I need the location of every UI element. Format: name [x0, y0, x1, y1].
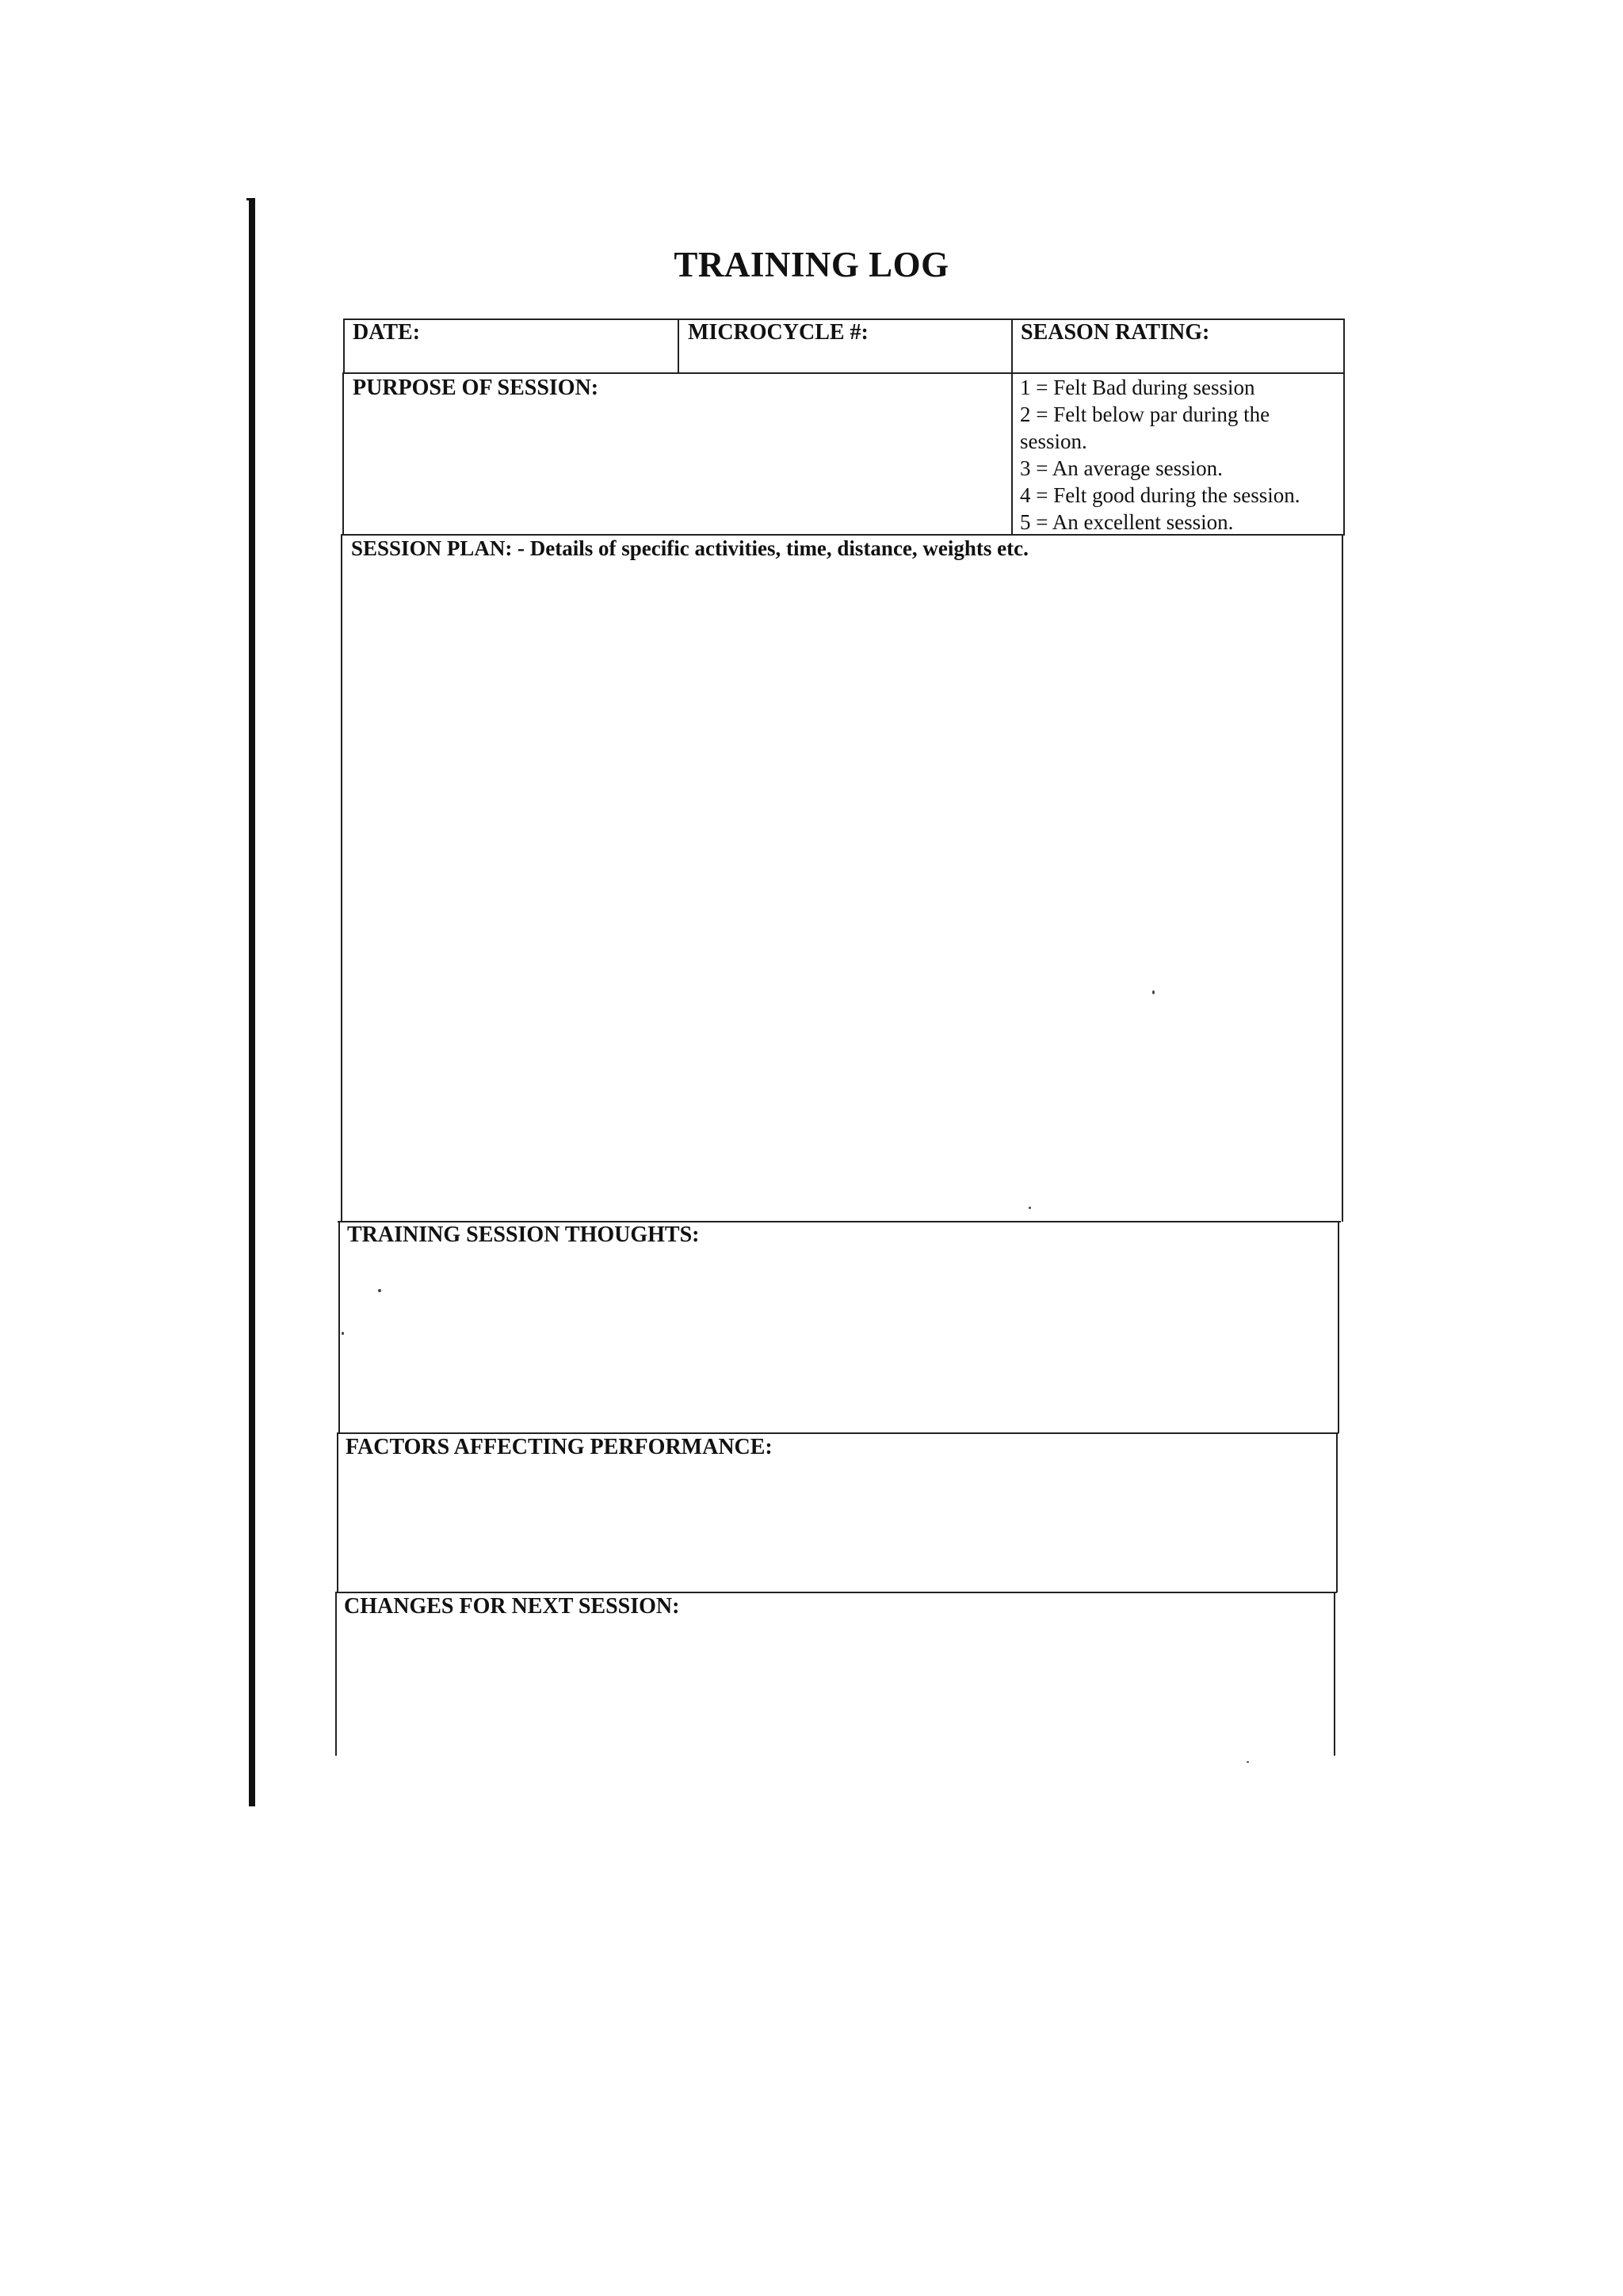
scan-speck: [378, 1289, 381, 1292]
grid-line: [342, 372, 344, 534]
rating-scale-line: session.: [1020, 429, 1087, 453]
thoughts-label: TRAINING SESSION THOUGHTS:: [347, 1222, 700, 1247]
grid-line: [1342, 534, 1343, 1222]
grid-line: [341, 534, 342, 1222]
grid-line: [337, 1432, 338, 1592]
scan-speck: [342, 1332, 344, 1335]
grid-line: [1334, 1592, 1335, 1756]
grid-line: [1336, 1432, 1338, 1592]
grid-line: [335, 1592, 1337, 1593]
scan-speck: [1152, 990, 1155, 994]
changes-label: CHANGES FOR NEXT SESSION:: [344, 1594, 680, 1619]
factors-label: FACTORS AFFECTING PERFORMANCE:: [346, 1435, 773, 1459]
grid-line: [1338, 1221, 1339, 1433]
microcycle-label: MICROCYCLE #:: [688, 320, 869, 345]
rating-scale-line: 1 = Felt Bad during session: [1020, 376, 1255, 399]
page-title: TRAINING LOG: [674, 245, 949, 284]
season-rating-label: SEASON RATING:: [1021, 320, 1210, 345]
grid-line: [1011, 318, 1013, 534]
session-plan-label: SESSION PLAN: - Details of specific activities, time, distance, weights etc.: [351, 536, 1029, 560]
margin-bar: [249, 198, 255, 1806]
date-label: DATE:: [353, 320, 421, 345]
grid-line: [338, 1221, 340, 1433]
grid-line: [678, 318, 679, 372]
grid-line: [343, 318, 345, 372]
rating-scale-line: 2 = Felt below par during the: [1020, 402, 1270, 426]
rating-scale-line: 5 = An excellent session.: [1020, 510, 1234, 534]
scan-speck: [1247, 1761, 1249, 1763]
rating-scale-line: 4 = Felt good during the session.: [1020, 483, 1300, 507]
grid-line: [335, 1592, 337, 1756]
scan-speck: [1029, 1207, 1031, 1209]
grid-line: [1343, 318, 1345, 534]
purpose-label: PURPOSE OF SESSION:: [353, 376, 599, 400]
rating-scale-legend: [1020, 374, 1337, 536]
rating-scale-line: 3 = An average session.: [1020, 456, 1223, 480]
grid-line: [337, 1432, 1338, 1434]
